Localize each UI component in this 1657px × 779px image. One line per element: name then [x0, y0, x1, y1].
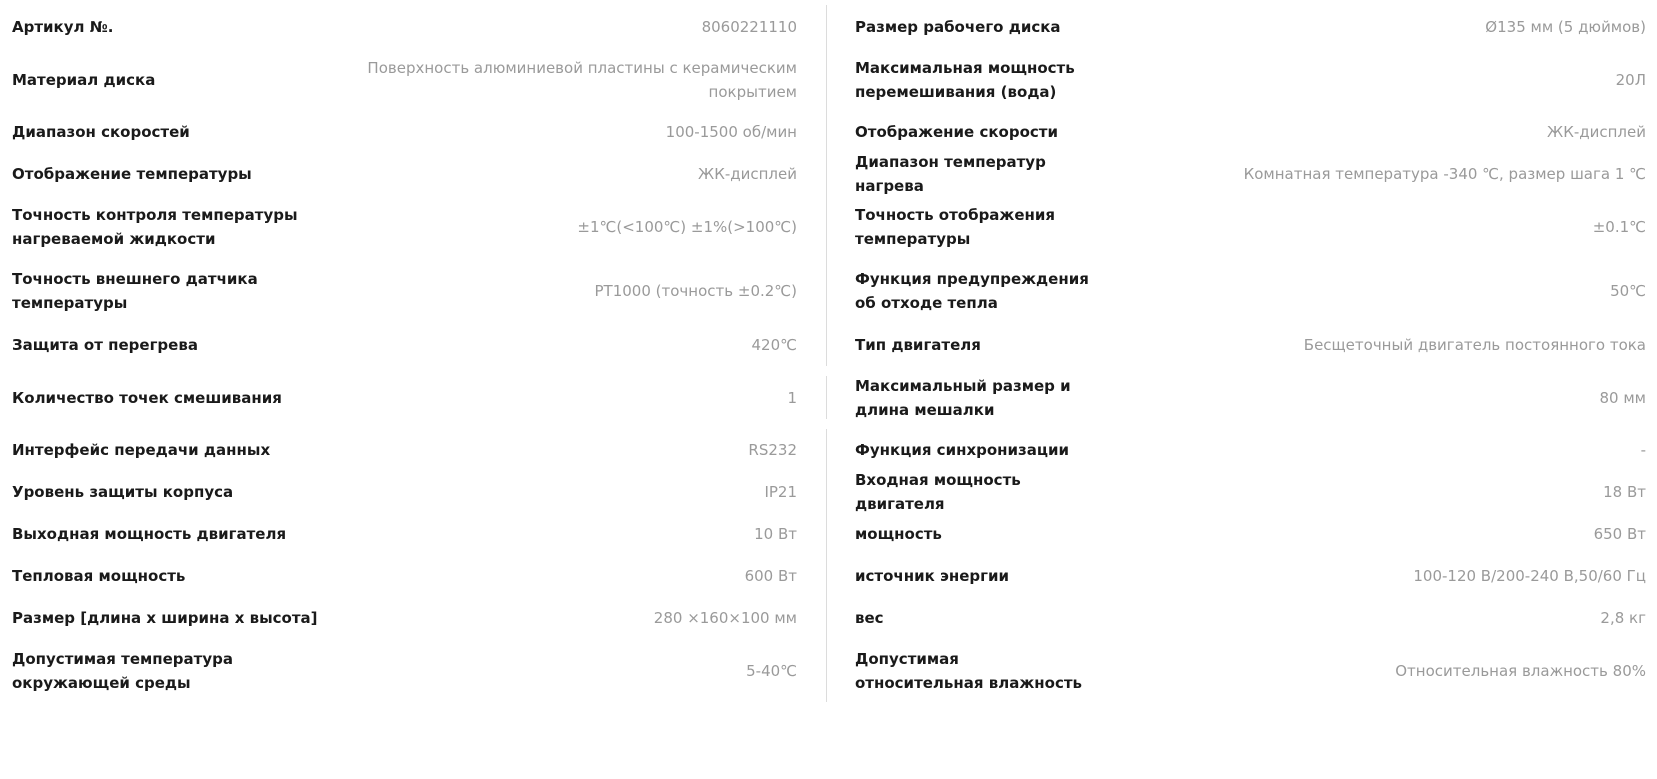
spec-table: [0, 5, 1657, 702]
spec-value: Относительная влажность 80%: [1395, 661, 1646, 680]
spec-row: [0, 323, 1657, 366]
spec-value: 2,8 кг: [1600, 609, 1646, 627]
spec-label: Диапазон скоростей: [12, 123, 190, 141]
spec-value: -: [1640, 441, 1646, 459]
spec-row: [0, 259, 1657, 323]
spec-cell-right: [827, 471, 1657, 513]
spec-label: Допустимая относительная влажность: [855, 649, 1083, 692]
spec-label: Входная мощность двигателя: [855, 471, 1021, 513]
spec-value: 420℃: [751, 335, 797, 354]
spec-cell-left: [0, 429, 827, 471]
spec-label: источник энергии: [855, 567, 1009, 585]
spec-label: Точность контроля температуры нагреваемой жидкости: [12, 206, 298, 248]
spec-value: ±1℃(<100℃) ±1%(>100℃): [577, 218, 797, 236]
spec-value: Комнатная температура -340 ℃, размер шага 1 ℃: [1243, 165, 1646, 183]
spec-value: 280 ×160×100 мм: [653, 609, 797, 627]
spec-label: Материал диска: [12, 70, 156, 89]
spec-row: [0, 513, 1657, 555]
spec-value: Поверхность алюминиевой пластины с керамическим покрытием: [367, 58, 797, 101]
spec-cell-right: [827, 597, 1657, 639]
spec-value: 1: [787, 388, 797, 407]
spec-value: Ø135 мм (5 дюймов): [1485, 17, 1646, 36]
spec-cell-right: [827, 639, 1657, 702]
spec-cell-right: [827, 5, 1657, 48]
spec-label: Выходная мощность двигателя: [12, 525, 287, 543]
spec-row: [0, 195, 1657, 259]
spec-label: Артикул №.: [12, 17, 114, 36]
spec-cell-left: [0, 639, 827, 702]
spec-label: Отображение температуры: [12, 165, 252, 183]
spec-value: ЖК-дисплей: [698, 165, 797, 183]
spec-cell-right: [827, 376, 1657, 419]
spec-cell-left: [0, 5, 827, 48]
spec-row: [0, 153, 1657, 195]
spec-cell-left: [0, 471, 827, 513]
spec-value: 8060221110: [701, 17, 797, 36]
spec-label: мощность: [855, 525, 942, 543]
spec-label: Максимальный размер и длина мешалки: [855, 376, 1071, 419]
gap-cell: [0, 419, 827, 429]
spec-row: [0, 111, 1657, 153]
spec-label: Защита от перегрева: [12, 335, 198, 354]
spec-cell-right: [827, 153, 1657, 195]
spec-value: 100-120 В/200-240 В,50/60 Гц: [1413, 567, 1646, 585]
spec-label: Максимальная мощность перемешивания (вода): [855, 58, 1075, 101]
spec-value: 100-1500 об/мин: [665, 123, 797, 141]
spec-label: Диапазон температур нагрева: [855, 153, 1046, 195]
spec-value: 600 Вт: [744, 567, 797, 585]
spec-cell-right: [827, 513, 1657, 555]
spec-row: [0, 48, 1657, 111]
spec-row: [0, 555, 1657, 597]
spec-label: Тип двигателя: [855, 335, 981, 354]
gap-cell: [827, 419, 1657, 429]
spec-label: Уровень защиты корпуса: [12, 483, 234, 501]
spec-cell-left: [0, 111, 827, 153]
spec-cell-right: [827, 259, 1657, 323]
divider-gap: [0, 366, 1657, 376]
spec-cell-left: [0, 555, 827, 597]
gap-cell: [0, 366, 827, 376]
spec-cell-left: [0, 153, 827, 195]
spec-label: Размер [длина x ширина x высота]: [12, 609, 318, 627]
spec-value: PT1000 (точность ±0.2℃): [594, 282, 797, 300]
spec-label: Функция синхронизации: [855, 441, 1070, 459]
spec-value: 80 мм: [1599, 388, 1646, 407]
divider-gap: [0, 419, 1657, 429]
spec-row: [0, 429, 1657, 471]
spec-label: Тепловая мощность: [12, 567, 186, 585]
spec-label: Размер рабочего диска: [855, 17, 1061, 36]
spec-cell-right: [827, 555, 1657, 597]
spec-cell-left: [0, 513, 827, 555]
spec-cell-right: [827, 429, 1657, 471]
spec-cell-right: [827, 195, 1657, 259]
spec-cell-left: [0, 597, 827, 639]
spec-label: Количество точек смешивания: [12, 388, 282, 407]
spec-cell-right: [827, 323, 1657, 366]
spec-cell-right: [827, 111, 1657, 153]
spec-value: 10 Вт: [754, 525, 797, 543]
spec-row: [0, 5, 1657, 48]
spec-value: 650 Вт: [1593, 525, 1646, 543]
spec-label: вес: [855, 609, 884, 627]
spec-label: Функция предупреждения об отходе тепла: [855, 270, 1089, 312]
spec-label: Допустимая температура окружающей среды: [12, 649, 233, 692]
spec-label: Отображение скорости: [855, 123, 1058, 141]
spec-row: [0, 376, 1657, 419]
spec-value: Бесщеточный двигатель постоянного тока: [1303, 335, 1646, 354]
spec-label: Точность внешнего датчика температуры: [12, 270, 258, 312]
spec-cell-left: [0, 48, 827, 111]
spec-row: [0, 597, 1657, 639]
spec-cell-right: [827, 48, 1657, 111]
spec-value: IP21: [764, 483, 797, 501]
spec-row: [0, 639, 1657, 702]
spec-value: 18 Вт: [1603, 483, 1646, 501]
spec-value: ЖК-дисплей: [1547, 123, 1646, 141]
spec-cell-left: [0, 323, 827, 366]
spec-label: Интерфейс передачи данных: [12, 441, 271, 459]
spec-label: Точность отображения температуры: [855, 206, 1056, 248]
spec-value: RS232: [748, 441, 797, 459]
spec-value: 20Л: [1615, 70, 1646, 89]
spec-cell-left: [0, 195, 827, 259]
spec-cell-left: [0, 376, 827, 419]
spec-cell-left: [0, 259, 827, 323]
spec-row: [0, 471, 1657, 513]
spec-value: ±0.1℃: [1592, 218, 1646, 236]
spec-value: 50℃: [1610, 282, 1646, 300]
spec-value: 5-40℃: [746, 661, 797, 680]
